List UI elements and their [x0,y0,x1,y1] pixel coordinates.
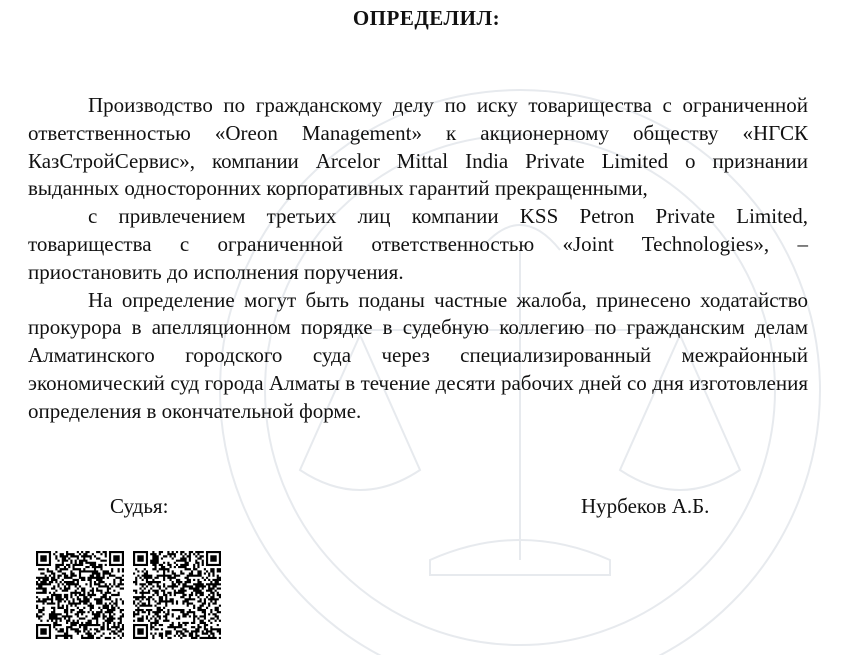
paragraph: На определение могут быть поданы частные жалоба, принесено ходатайство прокурора в апелляционном порядке в судебную коллегию по гражданским делам Алматинского городского суда через специализированный межрайонный экономический суд города Алматы в течение десяти рабочих дней со дня изготовления определения в окончательной форме. [28,287,808,423]
document-title: ОПРЕДЕЛИЛ: [352,6,501,30]
paragraph: с привлечением третьих лиц компании KSS Petron Private Limited, товарищества с ограниченной ответственностью «Joint Technologies», – приостановить до исполнения поручения. [28,204,808,284]
qr-code-icon [36,551,124,639]
judge-name: Нурбеков А.Б. [581,494,710,518]
qr-code-icon [133,551,221,639]
judge-label: Судья: [110,494,169,518]
paragraph: Производство по гражданскому делу по иску товарищества с ограниченной ответственностью «Oreon Management» к акционерному обществу «НГСК КазСтройСервис», компании Arcelor Mittal India Private Limited о признании выданных односторонних корпоративных гарантий прекращенными, [28,93,808,201]
document-body [28,92,808,426]
